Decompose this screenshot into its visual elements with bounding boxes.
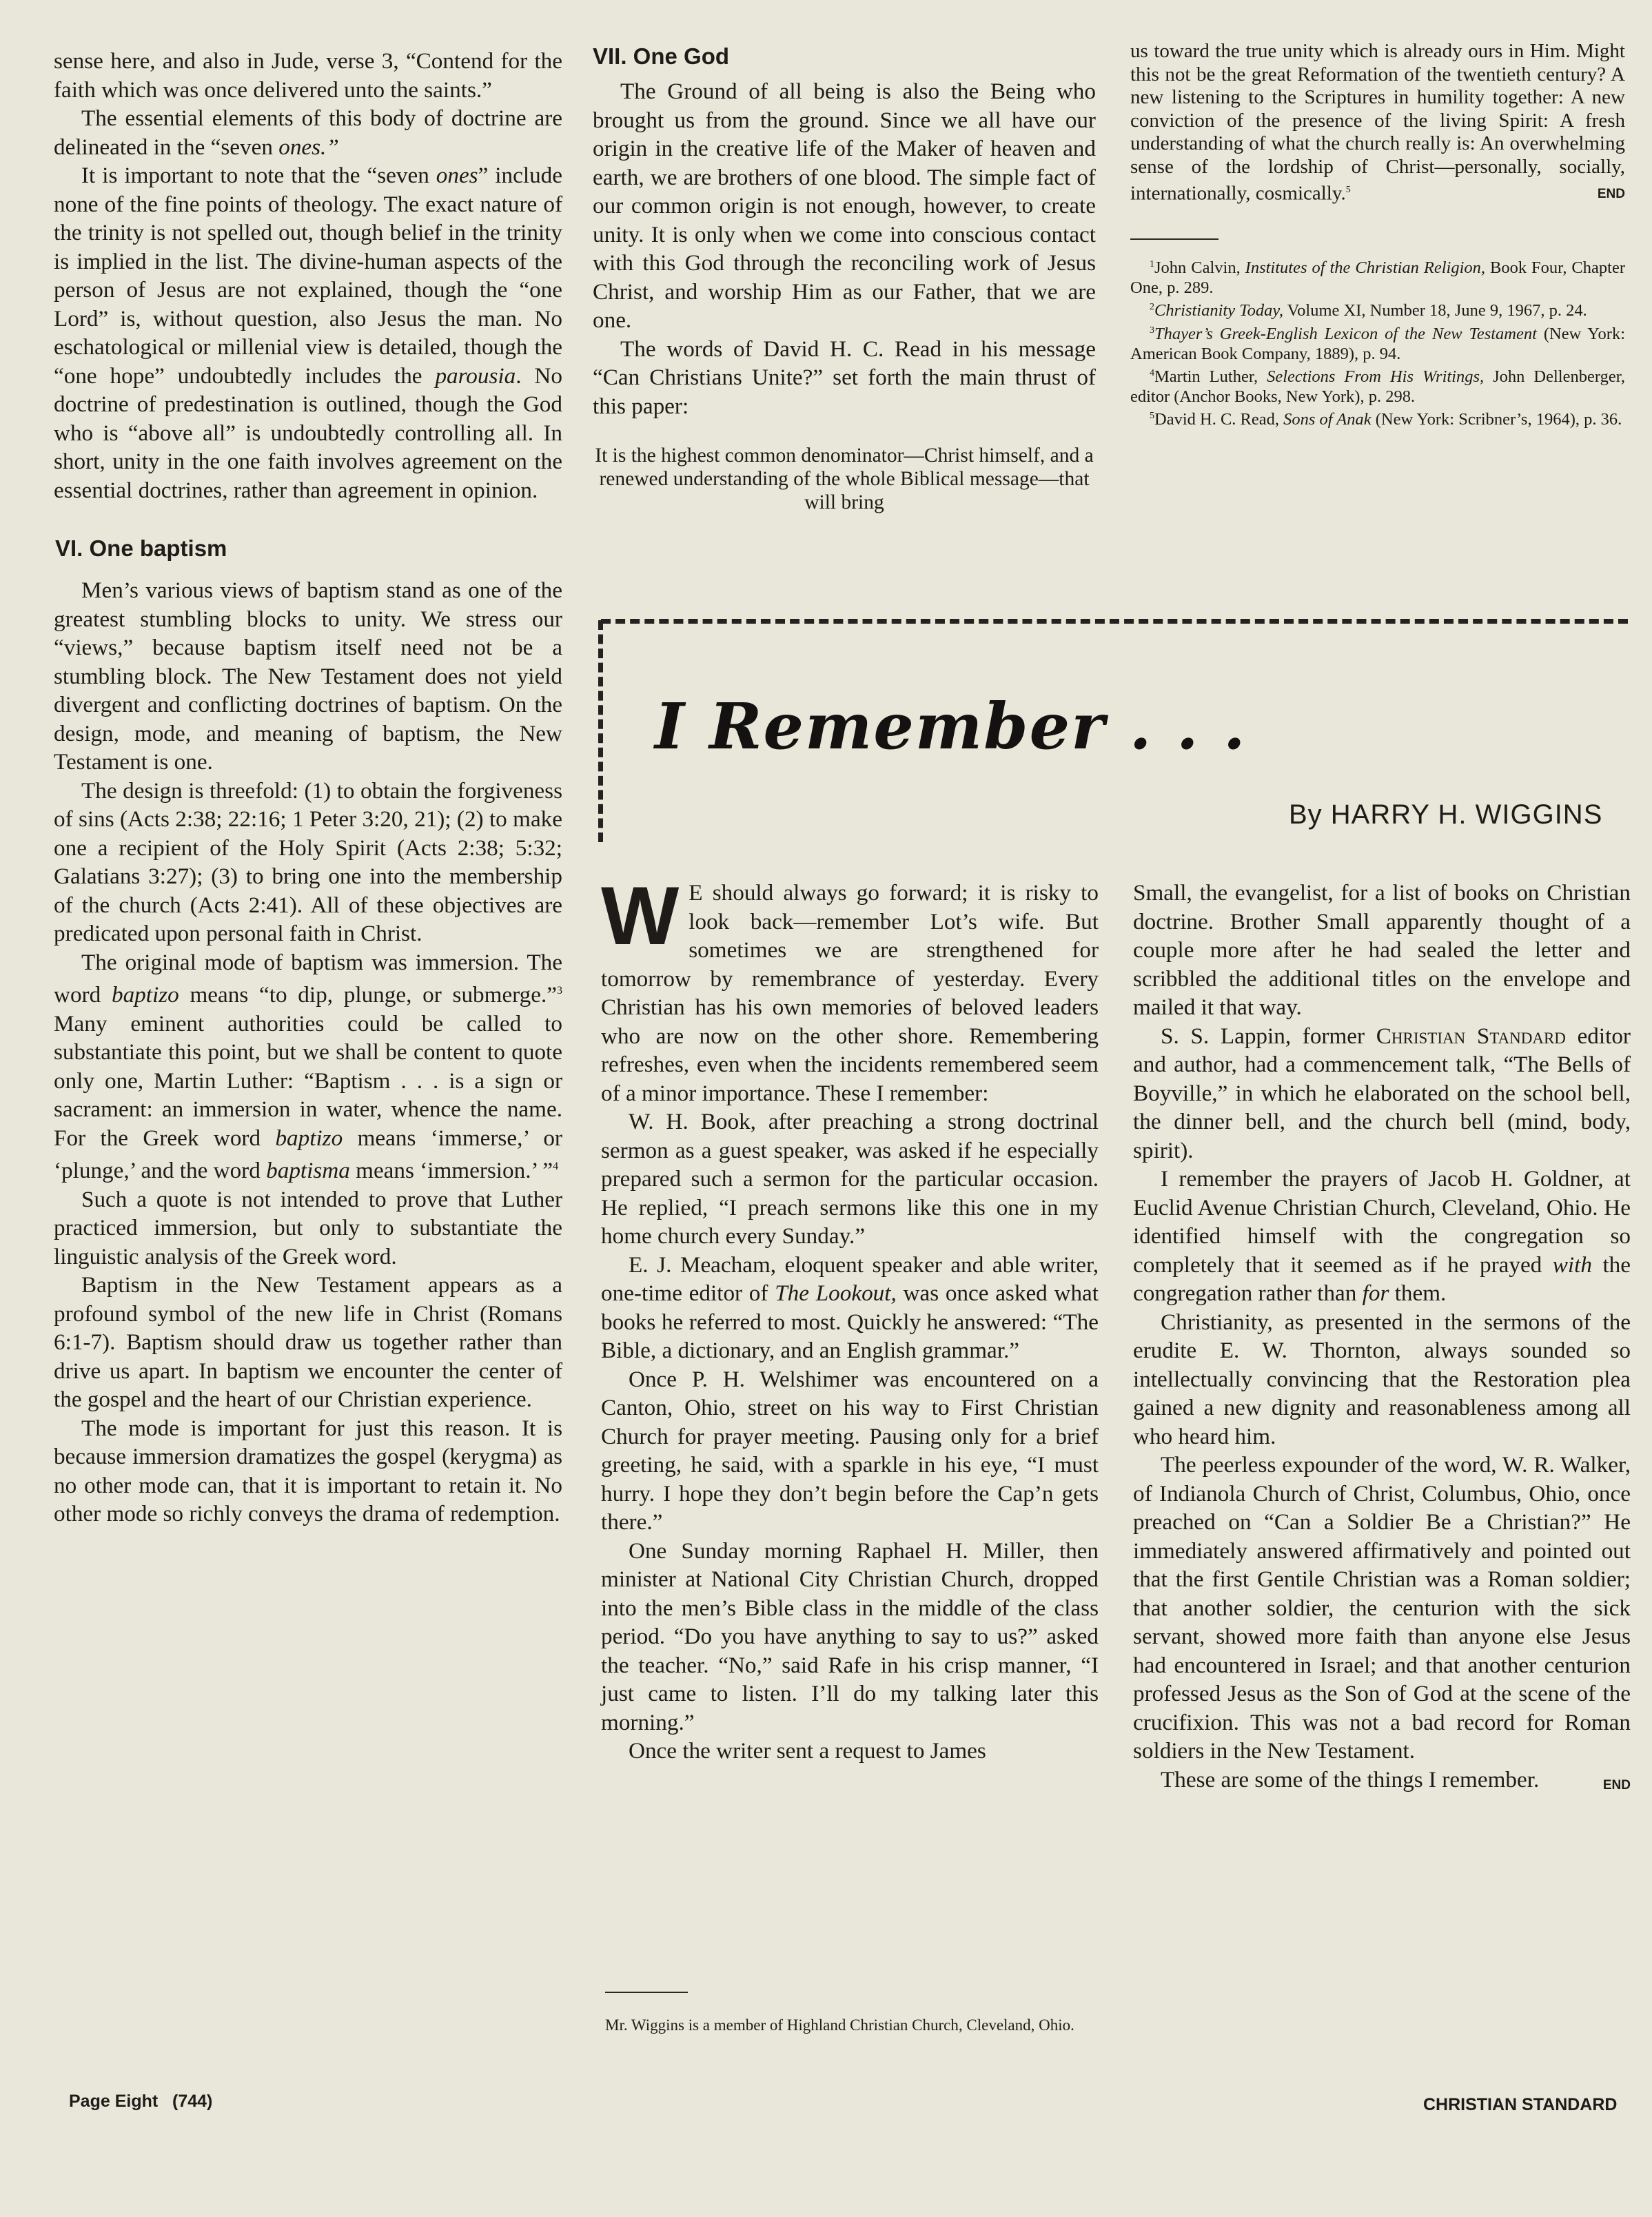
paragraph: One Sunday morning Raphael H. Miller, then minister at National City Christian Church, dropped into the men’s Bible class in the middle of the class period. “Do you have anything to say to us?” asked the teacher. “No,” said Rafe in his crisp manner, “I just came to listen. I’ll do my talking later this morning.” xyxy=(601,1537,1099,1735)
paragraph: The design is threefold: (1) to obtain the forgiveness of sins (Acts 2:38; 22:16; 1 Peter 3:20, 21); (2) to make one a recipient of the Holy Spirit (Acts 2:38; 5:32; Galatians 3:27); (3) to bring one into the membership of the church (Acts 2:41). All of these objectives are predicated upon personal faith in Christ. xyxy=(54,777,562,946)
paragraph: The Ground of all being is also the Being who brought us from the ground. Since we all have our origin in the creative life of the Maker of heaven and earth, we are brothers of one blood. The simple fact of our common origin is not enough, however, to create unity. It is only when we come into conscious contact with this God through the reconciling work of Jesus Christ, and worship Him as our Father, that we are one. xyxy=(593,79,1096,333)
paragraph: It is important to note that the “seven ones” include none of the fine points of theology. The exact nature of the trinity is not spelled out, though belief in the trinity is implied in the list. The divine-human aspects of the person of Jesus are not explained, though the “one Lord” is, without question, also Jesus the man. No eschatological or millenial view is detailed, though the “one hope” undoubtedly includes the parousia. No doctrine of predestination is outlined, though the God who is “above all” is undoubtedly controlling all. In short, unity in the one faith involves agreement on the essential doctrines, rather than agreement in opinion. xyxy=(54,163,562,503)
paragraph: sense here, and also in Jude, verse 3, “Contend for the faith which was once delivered unto the saints.” xyxy=(54,48,562,103)
footnote-item: $^5$David H. C. Read, Sons of Anak (New York: Scribner’s, 1964), p. 36. xyxy=(1150,410,1622,429)
page-number: Page Eight (744) xyxy=(69,2092,213,2111)
block-quote: It is the highest common denominator—Christ himself, and a renewed understanding of the whole Biblical message—that will bring xyxy=(595,445,1094,513)
box-top-border xyxy=(601,619,1628,624)
column-middle-top xyxy=(593,43,1096,514)
paragraph: Christianity, as presented in the sermons of the erudite E. W. Thornton, always sounded so intellectually convincing that the Restoration plea gained a new dignity and reasonableness among all who heard him. xyxy=(1133,1309,1631,1449)
paragraph: W. H. Book, after preaching a strong doctrinal sermon as a guest speaker, was asked if he especially prepared such a sermon for the particular occasion. He replied, “I preach sermons like this one in my home church every Sunday.” xyxy=(601,1109,1099,1249)
paragraph: Men’s various views of baptism stand as one of the greatest stumbling blocks to unity. We stress our “views,” because baptism itself need not be a stumbling block. The New Testament does not yield divergent and conflicting doctrines of baptism. On the design, mode, and meaning of baptism, the New Testament is one. xyxy=(54,578,562,775)
paragraph: us toward the true unity which is already ours in Him. Might this not be the great Reformation of the twentieth century? A new listening to the Scriptures in humility together: A new conviction of the presence of the living Spirit: A fresh understanding of what the church really is: An overwhelming sense of the lordship of Christ—personally, socially, internationally, cosmically.$^5$ END xyxy=(1130,40,1625,205)
footnote-item: $^2$Christianity Today, Volume XI, Number 18, June 9, 1967, p. 24. xyxy=(1150,301,1587,320)
notes-divider xyxy=(1130,238,1218,240)
byline: By HARRY H. WIGGINS xyxy=(1289,799,1603,830)
paragraph: Such a quote is not intended to prove that Luther practiced immersion, but only to substantiate the linguistic analysis of the Greek word. xyxy=(54,1186,562,1269)
section-heading: VII. One God xyxy=(593,43,730,69)
paragraph: The words of David H. C. Read in his message “Can Christians Unite?” set forth the main thrust of this paper: xyxy=(593,336,1096,419)
end-mark: END xyxy=(1602,1777,1631,1792)
paragraph: These are some of the things I remember. END xyxy=(1133,1766,1631,1795)
magazine-name: CHRISTIAN STANDARD xyxy=(1423,2095,1618,2114)
feature-title: I Remember . . . xyxy=(655,689,1247,764)
footnotes-list xyxy=(1130,255,1625,430)
paragraph: The peerless expounder of the word, W. R. Walker, of Indianola Church of Christ, Columbus, Ohio, once preached on “Can a Soldier Be a Christian?” He immediately answered affirmatively and pointed out that the first Gentile Christian was a Roman soldier; that another soldier, the centurion with the sick servant, showed more faith than anyone else Jesus had encountered in Israel; and that another centurion professed Jesus as the Son of God at the scene of the crucifixion. This was not a bad record for Roman soldiers in the New Testament. xyxy=(1133,1452,1631,1764)
paragraph: S. S. Lappin, former Christian Standard editor and author, had a commencement talk, “The Bells of Boyville,” in which he elaborated on the school bell, the dinner bell, and the church bell (mind, body, spirit). xyxy=(1133,1023,1631,1163)
drop-cap: W xyxy=(601,870,680,962)
column-left xyxy=(54,47,562,1529)
paragraph: The original mode of baptism was immersion. The word baptizo means “to dip, plunge, or submerge.”$^3$ Many eminent authorities could be called to substantiate this point, but we shall be content to quote only one, Martin Luther: “Baptism . . . is a sign or sacrament: an immersion in water, whence the name. For the Greek word baptizo means ‘immerse,’ or ‘plunge,’ and the word baptisma means ‘immersion.’ ”$^4$ xyxy=(54,949,562,1184)
footnote-item: $^3$Thayer’s Greek-English Lexicon of the New Testament (New York: American Book Company, 1889), p. 94. xyxy=(1130,325,1626,363)
footnote-rule xyxy=(605,1992,688,1993)
paragraph: The essential elements of this body of doctrine are delineated in the “seven ones.” xyxy=(54,105,562,160)
paragraph: Once P. H. Welshimer was encountered on a Canton, Ohio, street on his way to First Christian Church for prayer meeting. Pausing only for a brief greeting, he said, with a sparkle in his eye, “I must hurry. I hope they don’t begin before the Cap’n gets there.” xyxy=(601,1366,1099,1535)
column-right-top xyxy=(1130,40,1625,430)
paragraph: The mode is important for just this reason. It is because immersion dramatizes the gospel (kerygma) as no other mode can, that it is important to retain it. No other mode so richly conveys the drama of redemption. xyxy=(54,1415,562,1527)
paragraph: E. J. Meacham, eloquent speaker and able writer, one-time editor of The Lookout, was once asked what books he referred to most. Quickly he answered: “The Bible, a dictionary, and an English grammar.” xyxy=(601,1251,1099,1363)
box-left-border xyxy=(598,620,603,842)
footnote-item: $^4$Martin Luther, Selections From His Writings, John Dellenberger, editor (Anchor Books, New York), p. 298. xyxy=(1130,367,1625,406)
paragraph: Once the writer sent a request to James xyxy=(629,1738,986,1764)
section-heading: VI. One baptism xyxy=(55,535,227,561)
column-right-article xyxy=(1133,879,1631,1799)
paragraph: I remember the prayers of Jacob H. Goldner, at Euclid Avenue Christian Church, Cleveland, Ohio. He identified himself with the congregation so completely that it seemed as if he prayed with the congregation rather than for them. xyxy=(1133,1166,1631,1306)
paragraph: Baptism in the New Testament appears as a profound symbol of the new life in Christ (Romans 6:1-7). Baptism should draw us together rather than drive us apart. In baptism we encounter the center of the gospel and the heart of our Christian experience. xyxy=(54,1272,562,1413)
footnote-item: $^1$John Calvin, Institutes of the Christian Religion, Book Four, Chapter One, p. 289. xyxy=(1130,258,1625,297)
author-note: Mr. Wiggins is a member of Highland Christian Church, Cleveland, Ohio. xyxy=(605,2016,1074,2034)
column-middle-article xyxy=(601,870,1099,1766)
end-mark: END xyxy=(1597,187,1625,201)
paragraph: Small, the evangelist, for a list of books on Christian doctrine. Brother Small apparently thought of a couple more after he had sealed the letter and scribbled the additional titles on the envelope and mailed it that way. xyxy=(1133,880,1631,1020)
paragraph: W E should always go forward; it is risky to look back—remember Lot’s wife. But sometimes we are strengthened for tomorrow by remembrance of yesterday. Every Christian has his own memories of beloved leaders who are now on the other shore. Remembering refreshes, even when the incidents remembered seem of a minor importance. These I remember: xyxy=(601,870,1099,1106)
